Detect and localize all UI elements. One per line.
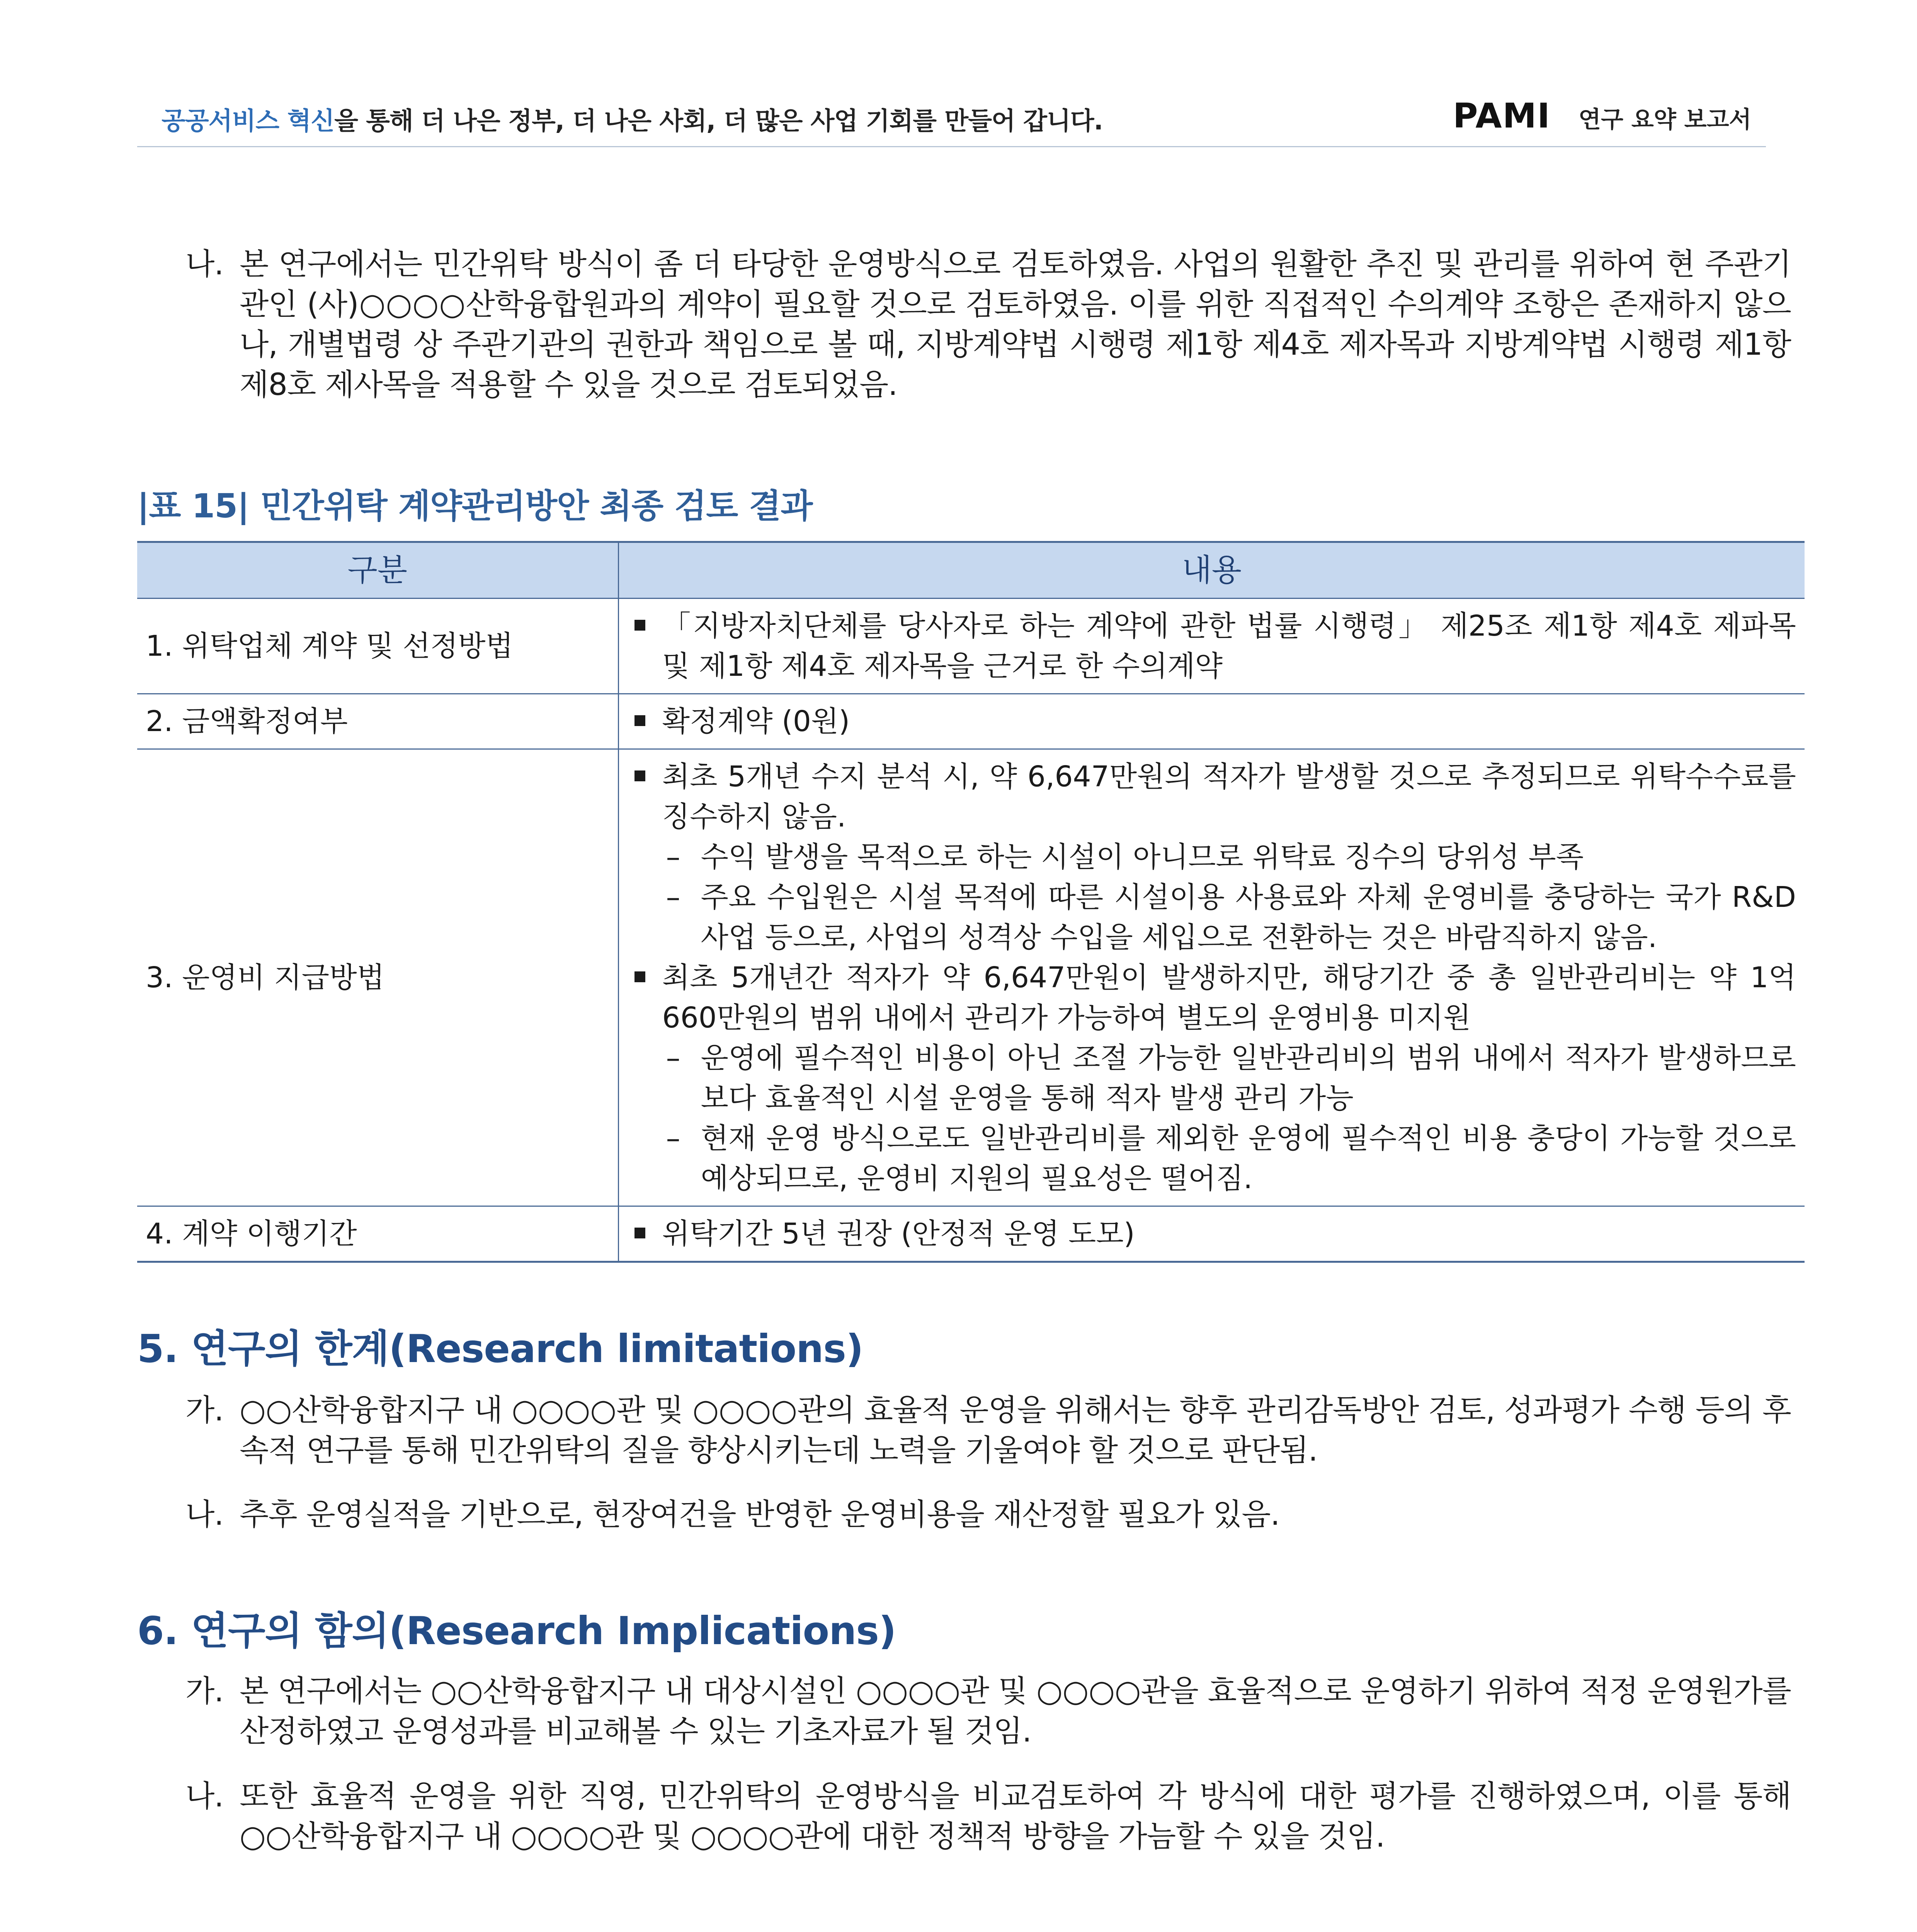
table-header-category: 구분 — [137, 542, 618, 599]
section5-item — [185, 1390, 1791, 1471]
row-label: 3. 운영비 지급방법 — [137, 749, 618, 1206]
intro-paragraph — [185, 244, 1791, 406]
header-slogan-rest: 을 통해 더 나은 정부, 더 나은 사회, 더 많은 사업 기회를 만들어 갑니다. — [334, 107, 1103, 136]
dash-item: – 주요 수입원은 시설 목적에 따른 시설이용 사용료와 자체 운영비를 충당하는 국가 R&D사업 등으로, 사업의 성격상 수입을 세입으로 전환하는 것은 바람직하지 않음. — [628, 877, 1796, 957]
intro-text: 본 연구에서는 민간위탁 방식이 좀 더 타당한 운영방식으로 검토하였음. 사업의 원활한 추진 및 관리를 위하여 현 주관기관인 (사)○○○○산학융합원과의 계약이 필요할 것으로 검토하였음. 이를 위한 직접적인 수의계약 조항은 존재하지 않으나, 개별법령 상 주관기관의 권한과 책임으로 볼 때, 지방계약법 시행령 제1항 제4호 제자목과 지방계약법 시행령 제1항 제8호 제사목을 적용할 수 있을 것으로 검토되었음. — [240, 247, 1791, 402]
table-title: |표 15| 민간위탁 계약관리방안 최종 검토 결과 — [137, 487, 813, 526]
row-content — [618, 1206, 1805, 1262]
item-text: ○○산학융합지구 내 ○○○○관 및 ○○○○관의 효율적 운영을 위해서는 향후 관리감독방안 검토, 성과평가 수행 등의 후속적 연구를 통해 민간위탁의 질을 향상시키는데 노력을 기울여야 할 것으로 판단됨. — [240, 1393, 1791, 1468]
row-content — [618, 694, 1805, 749]
dash-item: – 수익 발생을 목적으로 하는 시설이 아니므로 위탁료 징수의 당위성 부족 — [628, 837, 1796, 877]
item-text: 본 연구에서는 ○○산학융합지구 내 대상시설인 ○○○○관 및 ○○○○관을 효율적으로 운영하기 위하여 적정 운영원가를 산정하였고 운영성과를 비교해볼 수 있는 기초자료가 될 것임. — [240, 1674, 1791, 1749]
table-row — [137, 1206, 1805, 1262]
row-content — [618, 599, 1805, 694]
bullet-item: 「지방자치단체를 당사자로 하는 계약에 관한 법률 시행령」 제25조 제1항 제4호 제파목 및 제1항 제4호 제자목을 근거로 한 수의계약 — [628, 606, 1796, 686]
header-brand: PAMI — [1453, 96, 1551, 136]
item-marker: 나. — [185, 1497, 224, 1532]
intro-marker: 나. — [185, 247, 224, 282]
bullet-item: 최초 5개년 수지 분석 시, 약 6,647만원의 적자가 발생할 것으로 추정되므로 위탁수수료를 징수하지 않음. — [628, 757, 1796, 837]
table-header-content: 내용 — [618, 542, 1805, 599]
table-row — [137, 599, 1805, 694]
section6-title: 6. 연구의 함의(Research Implications) — [137, 1608, 896, 1653]
row-content — [618, 749, 1805, 1206]
bullet-item: 최초 5개년간 적자가 약 6,647만원이 발생하지만, 해당기간 중 총 일반관리비는 약 1억 660만원의 범위 내에서 관리가 가능하여 별도의 운영비용 미지원 — [628, 957, 1796, 1038]
item-marker: 가. — [185, 1393, 224, 1428]
row-label: 4. 계약 이행기간 — [137, 1206, 618, 1262]
row-label: 1. 위탁업체 계약 및 선정방법 — [137, 599, 618, 694]
dash-item: – 운영에 필수적인 비용이 아닌 조절 가능한 일반관리비의 범위 내에서 적자가 발생하므로 보다 효율적인 시설 운영을 통해 적자 발생 관리 가능 — [628, 1038, 1796, 1118]
row-label: 2. 금액확정여부 — [137, 694, 618, 749]
section6-item — [185, 1776, 1791, 1857]
item-text: 또한 효율적 운영을 위한 직영, 민간위탁의 운영방식을 비교검토하여 각 방식에 대한 평가를 진행하였으며, 이를 통해 ○○산학융합지구 내 ○○○○관 및 ○○○○관에 대한 정책적 방향을 가늠할 수 있을 것임. — [240, 1779, 1791, 1854]
bullet-item: 확정계약 (0원) — [628, 701, 1796, 742]
header-divider — [137, 146, 1766, 147]
section5-title: 5. 연구의 한계(Research limitations) — [137, 1326, 863, 1371]
section6-item — [185, 1671, 1791, 1752]
contract-review-table — [137, 541, 1805, 1263]
header-slogan-highlight: 공공서비스 혁신 — [162, 107, 335, 136]
item-marker: 나. — [185, 1779, 224, 1814]
table-row — [137, 749, 1805, 1206]
item-marker: 가. — [185, 1674, 224, 1709]
section5-item — [185, 1495, 1791, 1537]
header-slogan — [162, 101, 1103, 137]
dash-item: – 현재 운영 방식으로도 일반관리비를 제외한 운영에 필수적인 비용 충당이 가능할 것으로 예상되므로, 운영비 지원의 필요성은 떨어짐. — [628, 1118, 1796, 1199]
bullet-item: 위탁기간 5년 권장 (안정적 운영 도모) — [628, 1214, 1796, 1254]
header-doc-type: 연구 요약 보고서 — [1579, 106, 1752, 133]
item-text: 추후 운영실적을 기반으로, 현장여건을 반영한 운영비용을 재산정할 필요가 있음. — [240, 1497, 1280, 1532]
table-row — [137, 694, 1805, 749]
table-header-row — [137, 542, 1805, 599]
